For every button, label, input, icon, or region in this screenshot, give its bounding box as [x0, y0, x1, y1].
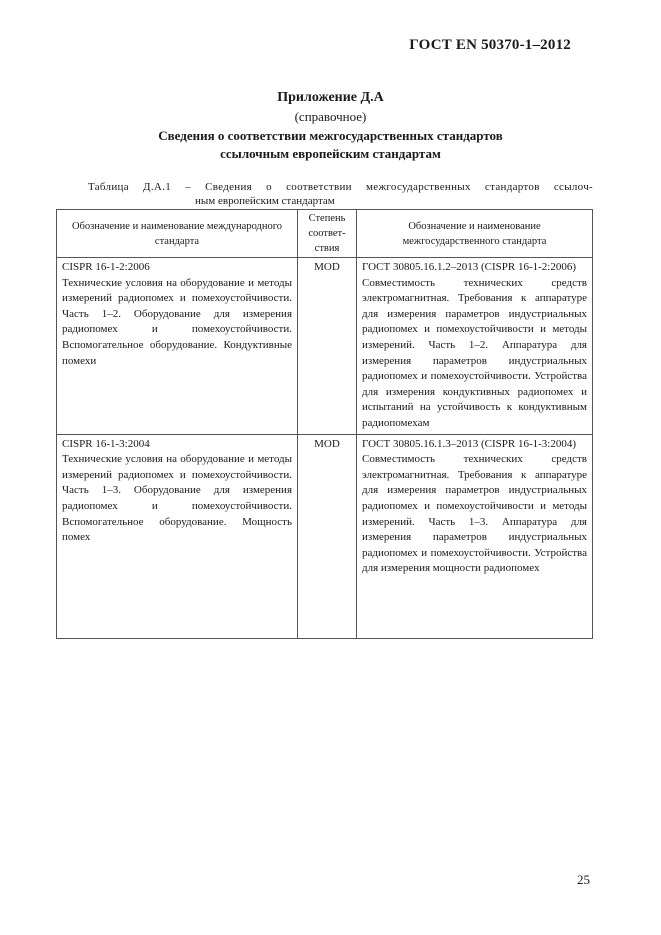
national-standard-code: ГОСТ 30805.16.1.2–2013 (CISPR 16-1-2:2006) — [362, 261, 577, 273]
standards-table — [56, 209, 593, 639]
degree-cell: MOD — [298, 258, 357, 435]
appendix-heading-line-1: Сведения о соответствии межгосударственных стандартов — [158, 128, 503, 143]
header-degree: Степень соответ-ствия — [298, 210, 357, 258]
table-caption — [88, 180, 593, 208]
table-row — [57, 434, 593, 638]
national-standard-title: Совместимость технических средств электромагнитная. Требования к аппаратуре для измерения параметров индустриальных радиопомех и помехоустойчивости и методы измерений. Часть 1–3. Аппаратура для измерения параметров индустриальных радиопомех и помехоустойчивости. Устройства для измерения мощности радиопомех — [362, 453, 587, 575]
header-national-standard: Обозначение и наименование межгосударственного стандарта — [357, 210, 593, 258]
table-caption-line-1: Таблица Д.А.1 – Сведения о соответствии межгосударственных стандартов ссылоч- — [88, 181, 593, 193]
national-standard-cell — [357, 258, 593, 435]
standard-code: ГОСТ EN 50370-1–2012 — [409, 37, 571, 53]
national-standard-cell — [357, 434, 593, 638]
international-standard-code: CISPR 16-1-2:2006 — [62, 261, 150, 273]
appendix-title: Приложение Д.А — [277, 90, 384, 105]
international-standard-title: Технические условия на оборудование и методы измерений радиопомех и помехоустойчивости. Часть 1–3. Оборудование для измерения радиопомех и помехоустойчивости. Вспомогательное оборудование. Мощность помех — [62, 453, 292, 544]
international-standard-title: Технические условия на оборудование и методы измерений радиопомех и помехоустойчивости. Часть 1–2. Оборудование для измерения радиопомех и помехоустойчивости. Вспомогательное оборудование. Кондуктивные помехи — [62, 276, 292, 367]
table-caption-line-2: ным европейским стандартам — [195, 195, 335, 207]
table-header-row — [57, 210, 593, 258]
degree-cell: MOD — [298, 434, 357, 638]
national-standard-title: Совместимость технических средств электромагнитная. Требования к аппаратуре для измерения параметров индустриальных радиопомех и помехоустойчивости и методы измерений. Часть 1–2. Аппаратура для измерения параметров индустриальных радиопомех и помехоустойчивости. Устройства для измерения кондуктивных радиопомех и испытаний на устойчивость к кондуктивным радиопомехам — [362, 276, 587, 429]
appendix-subtitle: (справочное) — [294, 109, 367, 124]
international-standard-code: CISPR 16-1-3:2004 — [62, 437, 150, 450]
international-standard-cell — [57, 434, 298, 638]
appendix-heading — [0, 127, 661, 163]
header-international-standard: Обозначение и наименование международного стандарта — [57, 210, 298, 258]
appendix-heading-line-2: ссылочным европейским стандартам — [220, 146, 441, 161]
national-standard-code: ГОСТ 30805.16.1.3–2013 (CISPR 16-1-3:2004) — [362, 437, 577, 450]
international-standard-cell — [57, 258, 298, 435]
table-row — [57, 258, 593, 435]
page-number: 25 — [577, 872, 590, 887]
